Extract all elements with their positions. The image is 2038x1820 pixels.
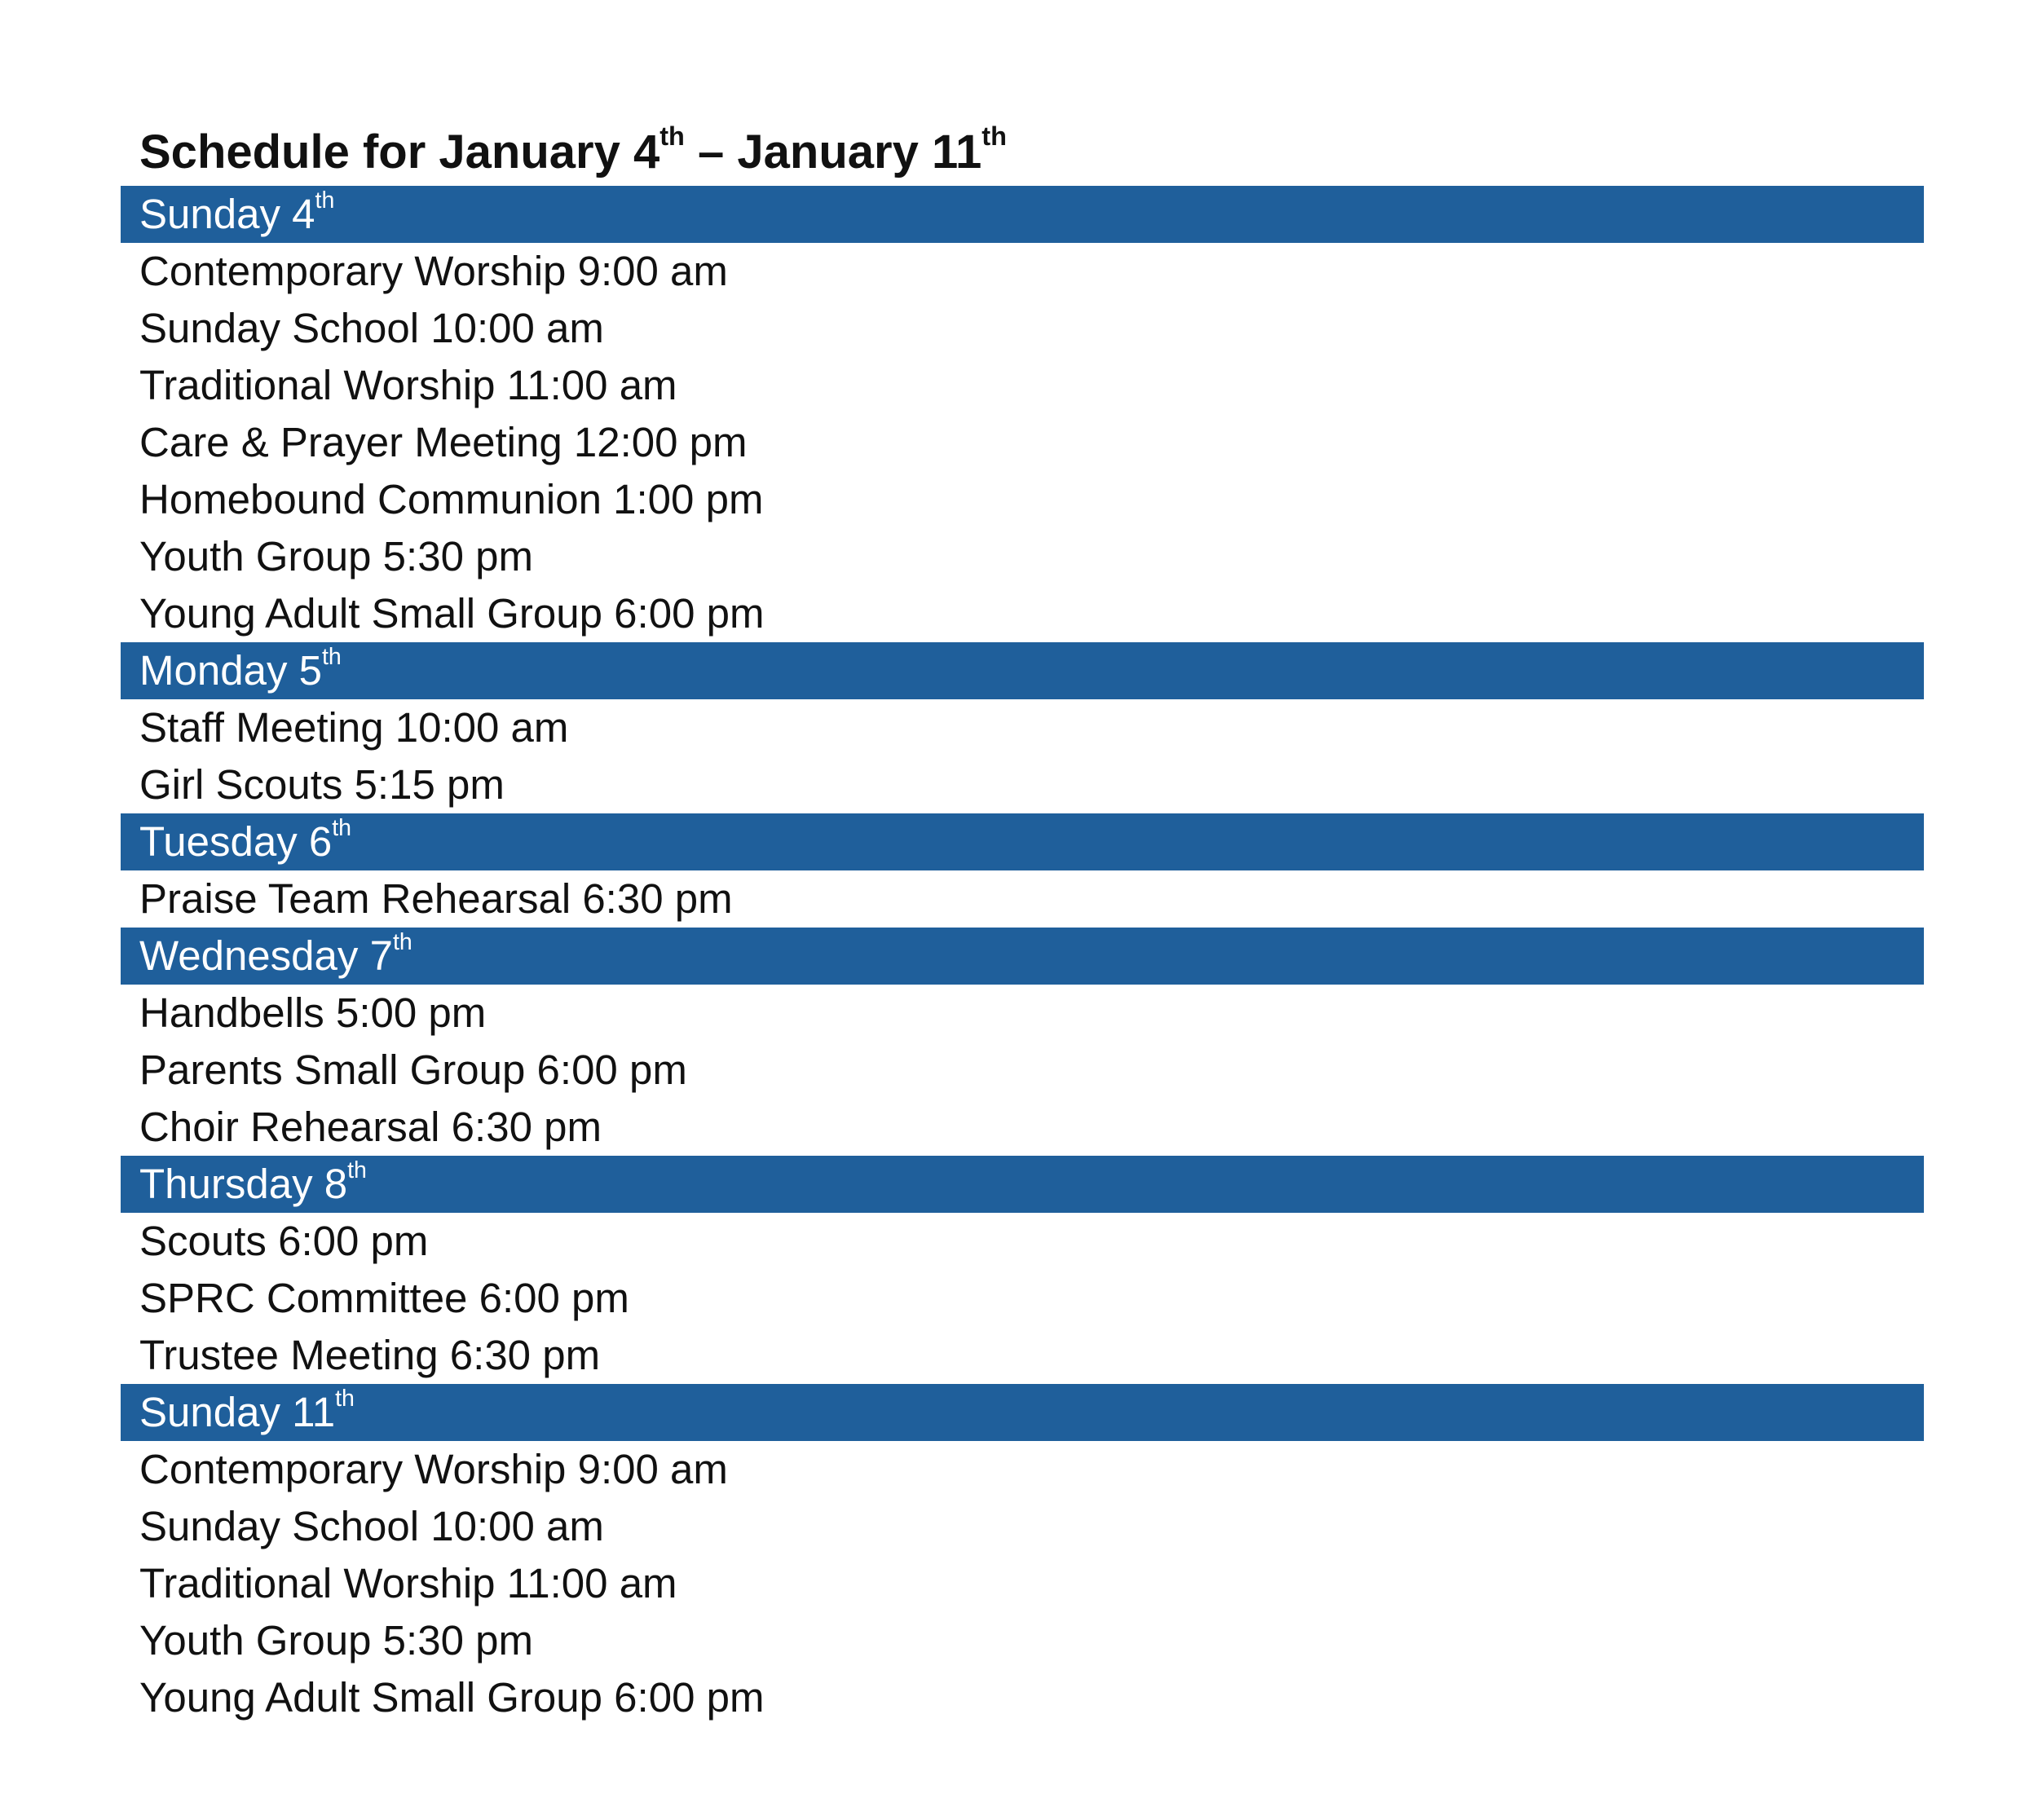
event-item: Sunday School 10:00 am	[139, 305, 604, 351]
event-item: Praise Team Rehearsal 6:30 pm	[139, 875, 733, 922]
event-item: Young Adult Small Group 6:00 pm	[139, 590, 765, 637]
event-item: Scouts 6:00 pm	[139, 1218, 429, 1264]
day-header-label: Tuesday 6	[139, 818, 333, 865]
event-item: Sunday School 10:00 am	[139, 1503, 604, 1549]
schedule-list	[121, 186, 1924, 1726]
event-item: Contemporary Worship 9:00 am	[139, 1446, 728, 1492]
day-header-superscript: th	[335, 1385, 355, 1412]
day-header-superscript: th	[392, 928, 412, 955]
event-item: Youth Group 5:30 pm	[139, 533, 533, 579]
event-item: Handbells 5:00 pm	[139, 989, 487, 1036]
title-superscript-1: th	[659, 121, 685, 151]
day-header-superscript: th	[347, 1157, 367, 1183]
event-item: Trustee Meeting 6:30 pm	[139, 1332, 601, 1378]
page-title	[139, 121, 1007, 184]
event-item: SPRC Committee 6:00 pm	[139, 1275, 629, 1321]
day-header-label: Monday 5	[139, 647, 322, 694]
event-item: Choir Rehearsal 6:30 pm	[139, 1104, 602, 1150]
event-item: Girl Scouts 5:15 pm	[139, 761, 505, 808]
day-header	[121, 186, 1924, 243]
title-part-1: Schedule for January 4	[139, 126, 660, 178]
day-header	[121, 813, 1924, 870]
event-item: Homebound Communion 1:00 pm	[139, 476, 764, 522]
event-item: Youth Group 5:30 pm	[139, 1617, 533, 1664]
day-header-label: Thursday 8	[139, 1161, 348, 1207]
event-item: Traditional Worship 11:00 am	[139, 362, 677, 408]
day-header	[121, 1156, 1924, 1213]
day-header	[121, 1384, 1924, 1441]
event-item: Young Adult Small Group 6:00 pm	[139, 1674, 765, 1721]
title-superscript-2: th	[982, 121, 1007, 151]
event-item: Staff Meeting 10:00 am	[139, 704, 569, 751]
event-item: Parents Small Group 6:00 pm	[139, 1047, 687, 1093]
day-header-superscript: th	[332, 814, 352, 841]
event-item: Contemporary Worship 9:00 am	[139, 248, 728, 294]
event-item: Traditional Worship 11:00 am	[139, 1560, 677, 1606]
day-header	[121, 642, 1924, 699]
event-item: Care & Prayer Meeting 12:00 pm	[139, 419, 748, 465]
day-header-superscript: th	[321, 643, 342, 670]
day-header-label: Sunday 4	[139, 191, 315, 237]
title-part-2: – January 11	[684, 126, 982, 178]
day-header-label: Wednesday 7	[139, 932, 393, 979]
day-header-label: Sunday 11	[139, 1389, 336, 1435]
day-header	[121, 928, 1924, 985]
day-header-superscript: th	[315, 187, 335, 214]
